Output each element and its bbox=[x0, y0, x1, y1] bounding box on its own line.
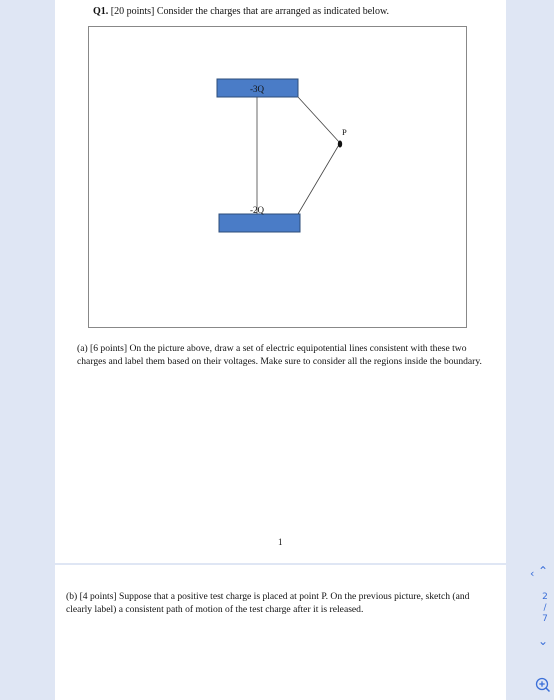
total-pages: 7 bbox=[542, 614, 548, 624]
question-title bbox=[93, 6, 389, 17]
charge-figure bbox=[88, 26, 467, 328]
chevron-up-icon[interactable]: ⌃ bbox=[538, 564, 549, 578]
page-number: 1 bbox=[278, 537, 283, 547]
question-number: Q1. bbox=[93, 6, 109, 17]
line-p-to-bottom bbox=[298, 143, 340, 214]
document-page-2 bbox=[55, 565, 506, 700]
left-gutter bbox=[0, 0, 55, 700]
page-counter bbox=[539, 592, 551, 625]
current-page: 2 bbox=[542, 592, 548, 602]
bottom-charge-plate bbox=[219, 214, 300, 232]
charge-diagram bbox=[89, 27, 468, 329]
question-title-text: [20 points] Consider the charges that are arranged as indicated below. bbox=[110, 6, 390, 17]
part-a-text: (a) [6 points] On the picture above, draw a set of electric equipotential lines consistent with these two charges and label them based on their voltages. Make sure to consider all the regions inside the boundary. bbox=[77, 343, 482, 367]
line-top-to-p bbox=[298, 97, 340, 143]
page-separator-slash: / bbox=[543, 603, 547, 613]
bottom-charge-label: -2Q bbox=[250, 205, 264, 215]
part-b-text: (b) [4 points] Suppose that a positive test charge is placed at point P. On the previous picture, sketch (and clearly label) a consistent path of motion of the test charge after it is released. bbox=[66, 591, 470, 615]
point-p-label: P bbox=[342, 127, 347, 137]
point-p-marker bbox=[338, 141, 342, 148]
chevron-left-icon[interactable]: ‹ bbox=[530, 567, 535, 580]
top-charge-label: -3Q bbox=[250, 84, 264, 94]
chevron-down-icon[interactable]: ⌄ bbox=[538, 634, 549, 648]
zoom-in-icon[interactable] bbox=[535, 677, 551, 693]
